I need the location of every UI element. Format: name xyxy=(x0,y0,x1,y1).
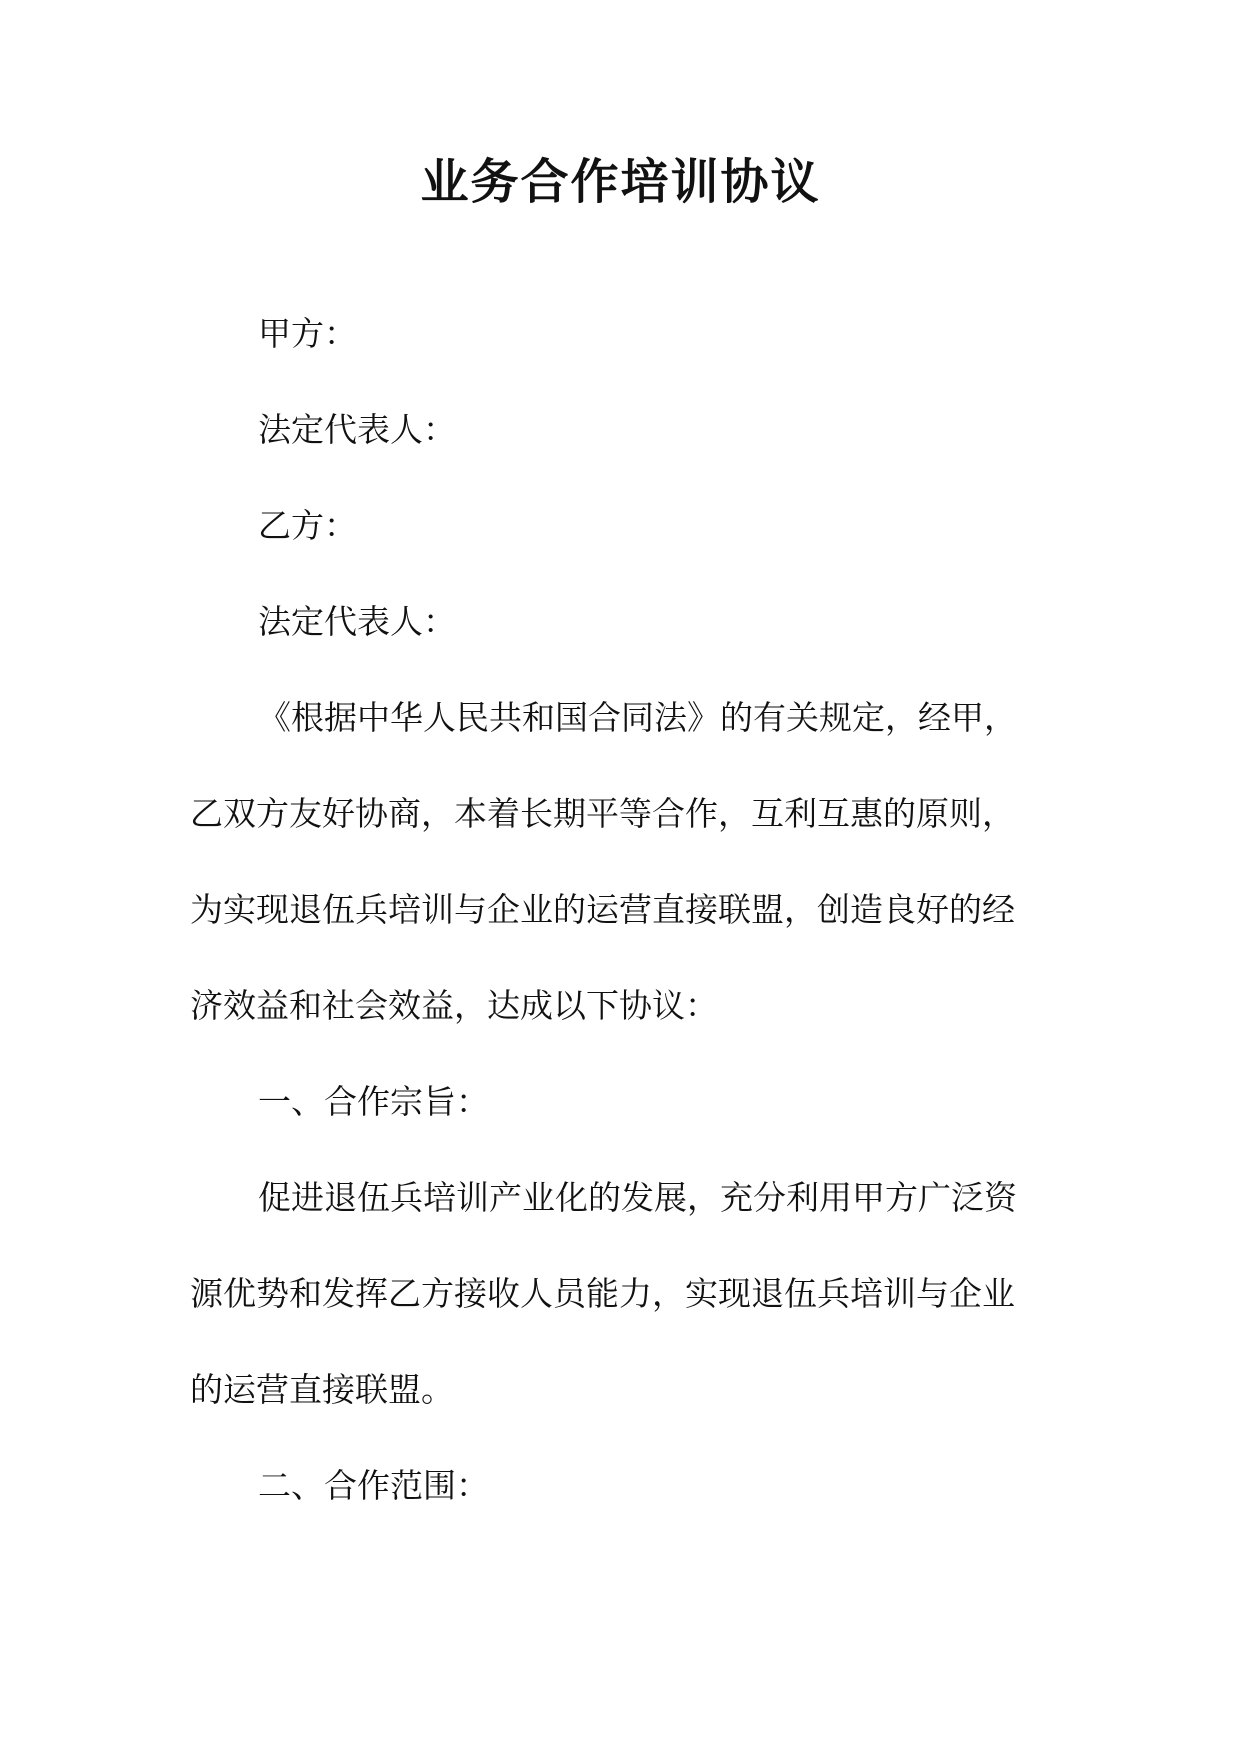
document-title: 业务合作培训协议 xyxy=(420,154,821,210)
party-b-label: 乙方： xyxy=(258,506,357,545)
preamble-line-4: 济效益和社会效益，达成以下协议： xyxy=(190,986,718,1025)
section-1-heading: 一、合作宗旨： xyxy=(258,1082,489,1121)
party-b-representative-label: 法定代表人： xyxy=(258,602,456,641)
section-1-line-3: 的运营直接联盟。 xyxy=(190,1370,454,1409)
section-1-line-1: 促进退伍兵培训产业化的发展，充分利用甲方广泛资 xyxy=(258,1178,1017,1217)
section-1-line-2: 源优势和发挥乙方接收人员能力，实现退伍兵培训与企业 xyxy=(190,1274,1015,1313)
preamble-line-1: 《根据中华人民共和国合同法》的有关规定，经甲， xyxy=(258,698,1017,737)
preamble-line-3: 为实现退伍兵培训与企业的运营直接联盟，创造良好的经 xyxy=(190,890,1015,929)
party-a-representative-label: 法定代表人： xyxy=(258,410,456,449)
party-a-label: 甲方： xyxy=(258,314,357,353)
preamble-line-2: 乙双方友好协商，本着长期平等合作，互利互惠的原则， xyxy=(190,794,1015,833)
section-2-heading: 二、合作范围： xyxy=(258,1466,489,1505)
